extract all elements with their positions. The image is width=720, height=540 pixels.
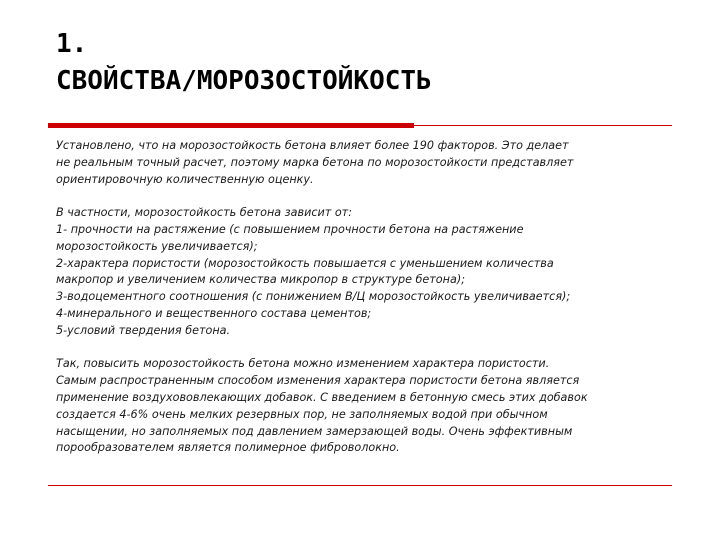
text-line: порообразователем является полимерное фиброволокно.	[56, 441, 400, 455]
text-line: не реальным точный расчет, поэтому марка бетона по морозостойкости представляет	[56, 155, 574, 169]
slide-body	[56, 138, 672, 474]
text-line: ориентировочную количественную оценку.	[56, 172, 314, 186]
slide-title-text: СВОЙСТВА/МОРОЗОСТОЙКОСТЬ	[56, 66, 432, 96]
text-line: Так, повысить морозостойкость бетона можно изменением характера пористости.	[56, 357, 550, 371]
list-item: морозостойкость увеличивается);	[56, 239, 258, 253]
text-line: Самым распространенным способом изменения характера пористости бетона является	[56, 374, 580, 388]
list-item: 3-водоцементного соотношения (с понижением В/Ц морозостойкость увеличивается);	[56, 290, 571, 304]
title-underline-accent	[48, 123, 414, 128]
list-item: 5-условий твердения бетона.	[56, 323, 231, 337]
text-line: Установлено, что на морозостойкость бетона влияет более 190 факторов. Это делает	[56, 139, 569, 152]
list-item: макропор и увеличением количества микропор в структуре бетона);	[56, 273, 465, 287]
text-line: создается 4-6% очень мелких резервных пор, не заполняемых водой при обычном	[56, 407, 548, 421]
paragraph-intro	[56, 138, 672, 188]
slide-title-number: 1.	[56, 29, 88, 59]
paragraph-factors-list	[56, 205, 672, 339]
text-line: В частности, морозостойкость бетона зависит от:	[56, 206, 352, 220]
text-line: насыщении, но заполняемых под давлением замерзающей воды. Очень эффективным	[56, 424, 573, 438]
footer-divider	[48, 485, 672, 486]
slide-title	[56, 26, 696, 100]
paragraph-porosity	[56, 356, 672, 457]
list-item: 1- прочности на растяжение (с повышением прочности бетона на растяжение	[56, 222, 524, 236]
list-item: 2-характера пористости (морозостойкость повышается с уменьшением количества	[56, 256, 554, 270]
list-item: 4-минерального и вещественного состава цементов;	[56, 306, 372, 320]
text-line: применение воздухововлекающих добавок. С введением в бетонную смесь этих добавок	[56, 390, 588, 404]
